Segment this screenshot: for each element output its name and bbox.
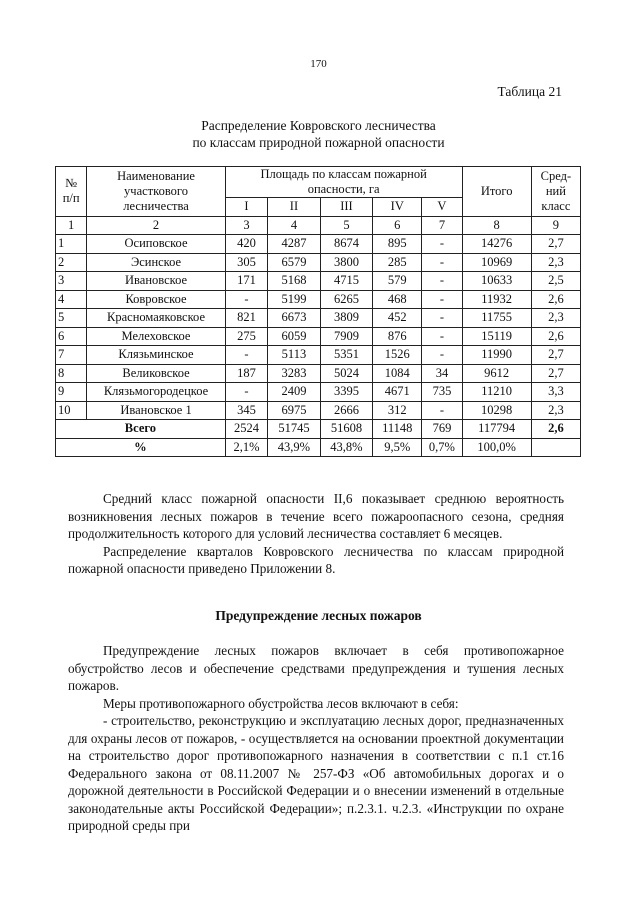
district-name-cell: Осиповское [87,235,226,254]
table-cell: 8674 [320,235,373,254]
column-number: 1 [56,216,87,235]
header-class-4: IV [373,198,422,217]
table-cell: 5 [56,309,87,328]
table-cell: 2,3 [531,401,580,420]
table-cell: 3 [56,272,87,291]
table-cell: 2,7 [531,346,580,365]
column-number: 6 [373,216,422,235]
table-cell: 6975 [268,401,321,420]
table-cell: - [225,383,267,402]
table-cell: 579 [373,272,422,291]
paragraph-roads: - строительство, реконструкцию и эксплуатацию лесных дорог, предназначенных для охраны лесов от пожаров, - осуществляется на основании проектной документации на строительство дорог противопожарного назначения в соответствии с п.1 ст.16 Федерального закона от 08.11.2007 № 257-ФЗ «Об автомобильных дорогах и о дорожной деятельности в Российской Федерации и о внесении изменений в отдельные законодательные акты Российской Федерации»; п.2.3.1. ч.2.3. «Инструкции по охране природной среды при [68,713,564,833]
total-cell: 51608 [320,420,373,439]
table-cell: 11755 [462,309,531,328]
district-name-cell: Ивановское [87,272,226,291]
column-number: 3 [225,216,267,235]
table-row [56,253,581,272]
header-average-line3: класс [541,198,571,213]
table-label: Таблица 21 [497,84,562,99]
table-cell: 2,7 [531,235,580,254]
header-average-line2: ний [545,183,566,198]
table-body [56,235,581,420]
percent-cell [531,438,580,457]
table-cell: 420 [225,235,267,254]
table-cell: 10633 [462,272,531,291]
table-cell: 6265 [320,290,373,309]
table-cell: - [422,401,462,420]
percent-cell: 100,0% [462,438,531,457]
table-cell: - [422,253,462,272]
percent-cell: 0,7% [422,438,462,457]
district-name-cell: Ивановское 1 [87,401,226,420]
district-name-cell: Клязьмогородецкое [87,383,226,402]
table-cell: 6579 [268,253,321,272]
header-row-1 [56,167,581,198]
table-cell: 2409 [268,383,321,402]
table-cell: 5199 [268,290,321,309]
header-area-line1: Площадь по классам пожарной [260,167,427,181]
table-cell: 171 [225,272,267,291]
column-number: 2 [87,216,226,235]
district-name-cell: Красномаяковское [87,309,226,328]
percent-cell: 2,1% [225,438,267,457]
table-cell: 6673 [268,309,321,328]
table-cell: 1084 [373,364,422,383]
header-total: Итого [462,167,531,217]
table-cell: 452 [373,309,422,328]
table-title-line1: Распределение Ковровского лесничества [201,118,436,133]
table-row [56,346,581,365]
table-cell: 4715 [320,272,373,291]
table-cell: 10 [56,401,87,420]
table-cell: 2,5 [531,272,580,291]
table-cell: 15119 [462,327,531,346]
table-cell: 895 [373,235,422,254]
table-row [56,309,581,328]
table-cell: 275 [225,327,267,346]
table-cell: - [422,309,462,328]
header-average-line1: Сред- [540,168,572,183]
district-name-cell: Клязьминское [87,346,226,365]
table-cell: 6 [56,327,87,346]
column-number: 4 [268,216,321,235]
table-row [56,383,581,402]
table-cell: 9612 [462,364,531,383]
header-area [225,167,462,198]
table-cell: 876 [373,327,422,346]
table-row [56,401,581,420]
paragraph-measures: Меры противопожарного обустройства лесов включают в себя: [103,695,459,711]
table-row [56,272,581,291]
table-cell: 3800 [320,253,373,272]
table-title-line2: по классам природной пожарной опасности [192,135,445,150]
column-number: 8 [462,216,531,235]
table-cell: 10969 [462,253,531,272]
table-cell: 6059 [268,327,321,346]
header-class-5: V [422,198,462,217]
total-average: 2,6 [531,420,580,439]
header-name-line2: участкового [124,183,188,198]
table-cell: 4 [56,290,87,309]
table-cell: 4287 [268,235,321,254]
paragraph-distribution: Распределение кварталов Ковровского лесничества по классам природной пожарной опасности приведено Приложении 8. [68,543,564,576]
column-number-row [56,216,581,235]
table-cell: 2,3 [531,253,580,272]
header-class-1: I [225,198,267,217]
table-cell: 11990 [462,346,531,365]
paragraph-prevention: Предупреждение лесных пожаров включает в себя противопожарное обустройство лесов и обеспечение средствами предупреждения и тушения лесных пожаров. [68,643,564,693]
table-cell: 2 [56,253,87,272]
table-cell: 11210 [462,383,531,402]
header-name-line3: лесничества [123,198,189,213]
percent-cell: 43,8% [320,438,373,457]
table-cell: 2,3 [531,309,580,328]
percent-label: % [56,438,226,457]
total-cell: 2524 [225,420,267,439]
text-block-2 [68,642,564,835]
table-cell: 7909 [320,327,373,346]
table-cell: 2,6 [531,327,580,346]
table-cell: - [225,290,267,309]
table-cell: 5168 [268,272,321,291]
percent-cell: 43,9% [268,438,321,457]
table-cell: 187 [225,364,267,383]
table-cell: - [422,272,462,291]
header-number-line1: № [65,176,78,191]
column-number: 5 [320,216,373,235]
table-cell: 14276 [462,235,531,254]
district-name-cell: Эсинское [87,253,226,272]
header-class-3: III [320,198,373,217]
table-cell: 2666 [320,401,373,420]
header-class-2: II [268,198,321,217]
section-heading: Предупреждение лесных пожаров [215,608,422,623]
column-number: 7 [422,216,462,235]
table-cell: 9 [56,383,87,402]
percent-row [56,438,581,457]
text-block-1 [68,490,564,578]
table-cell: 305 [225,253,267,272]
total-cell: 769 [422,420,462,439]
percent-cell: 9,5% [373,438,422,457]
table-cell: - [422,235,462,254]
table-cell: 34 [422,364,462,383]
table-cell: 3283 [268,364,321,383]
table-cell: 285 [373,253,422,272]
district-name-cell: Великовское [87,364,226,383]
table-row [56,364,581,383]
table-cell: 345 [225,401,267,420]
header-area-line2: опасности, га [307,182,380,196]
table-cell: 5351 [320,346,373,365]
total-cell: 117794 [462,420,531,439]
header-name [87,167,226,217]
table-cell: 3,3 [531,383,580,402]
total-row [56,420,581,439]
table-cell: 1526 [373,346,422,365]
table-cell: 5113 [268,346,321,365]
district-name-cell: Мелеховское [87,327,226,346]
table-cell: 3809 [320,309,373,328]
table-cell: 7 [56,346,87,365]
header-number-line2: п/п [62,191,80,206]
table-row [56,290,581,309]
paragraph-average-class: Средний класс пожарной опасности II,6 показывает среднюю вероятность возникновения лесных пожаров в течение всего пожароопасного сезона, средняя продолжительность которого для условий лесничества составляет 6 месяцев. [68,491,564,541]
fire-class-table [55,166,581,457]
header-name-line1: Наименование [117,168,195,183]
table-cell: 11932 [462,290,531,309]
table-cell: 2,6 [531,290,580,309]
header-number [56,167,87,217]
table-row [56,327,581,346]
table-cell: 4671 [373,383,422,402]
total-cell: 51745 [268,420,321,439]
total-cell: 11148 [373,420,422,439]
table-title [0,117,637,151]
table-cell: 1 [56,235,87,254]
table-cell: 10298 [462,401,531,420]
page-number: 170 [310,58,327,70]
table-cell: 312 [373,401,422,420]
table-cell: 3395 [320,383,373,402]
table-cell: 8 [56,364,87,383]
table-cell: 735 [422,383,462,402]
table-cell: - [225,346,267,365]
table-cell: - [422,346,462,365]
column-number: 9 [531,216,580,235]
table-row [56,235,581,254]
table-cell: 5024 [320,364,373,383]
table-cell: 468 [373,290,422,309]
table-cell: - [422,327,462,346]
total-label: Всего [56,420,226,439]
table-cell: 2,7 [531,364,580,383]
district-name-cell: Ковровское [87,290,226,309]
table-cell: 821 [225,309,267,328]
header-average [531,167,580,217]
table-cell: - [422,290,462,309]
